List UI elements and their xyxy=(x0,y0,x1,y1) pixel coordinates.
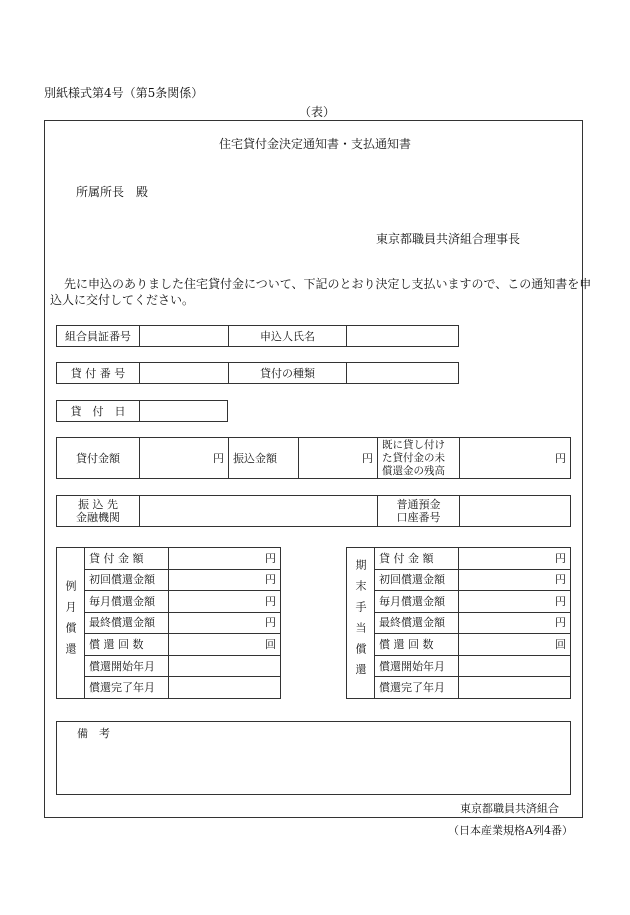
bonus-side-label: 期末手当償還 xyxy=(347,548,375,699)
body-line-1: 先に申込のありました住宅貸付金について、下記のとおり決定し支払いますので、この通知書を申 xyxy=(64,277,592,291)
loan-number-label: 貸 付 番 号 xyxy=(57,363,140,384)
monthly-row-field[interactable]: 円 xyxy=(169,591,281,613)
loan-date-label: 貸 付 日 xyxy=(57,401,140,422)
member-row xyxy=(56,325,459,347)
monthly-row-label: 毎月償還金額 xyxy=(85,591,169,613)
account-label xyxy=(378,496,460,527)
bonus-row-label: 償還完了年月 xyxy=(375,677,459,699)
loan-type-label: 貸付の種類 xyxy=(229,363,347,384)
bonus-row-field[interactable]: 円 xyxy=(459,591,571,613)
bonus-row-label: 最終償還金額 xyxy=(375,612,459,634)
applicant-name-label: 申込人氏名 xyxy=(229,326,347,347)
loan-type-field[interactable] xyxy=(347,363,459,384)
existing-balance-field[interactable] xyxy=(460,438,571,479)
existing-balance-label: 既に貸し付けた貸付金の未償還金の残高 xyxy=(378,438,460,479)
loan-amount-field[interactable] xyxy=(140,438,229,479)
loan-number-field[interactable] xyxy=(140,363,229,384)
footer-standard: （日本産業規格A列4番） xyxy=(448,824,573,837)
yen-unit: 円 xyxy=(555,451,566,465)
monthly-row-field[interactable] xyxy=(169,677,281,699)
remarks-label: 備 考 xyxy=(77,727,110,740)
bonus-row-field[interactable]: 円 xyxy=(459,612,571,634)
bonus-row-field[interactable] xyxy=(459,655,571,677)
bonus-row-label: 償 還 回 数 xyxy=(375,634,459,656)
remarks-field[interactable] xyxy=(56,721,571,795)
bonus-row-label: 初回償還金額 xyxy=(375,569,459,591)
transfer-amount-field[interactable] xyxy=(299,438,378,479)
bonus-row-field[interactable]: 円 xyxy=(459,569,571,591)
bank-label-line-1: 振 込 先 xyxy=(78,498,118,511)
loan-date-field[interactable] xyxy=(140,401,228,422)
monthly-row-field[interactable]: 回 xyxy=(169,634,281,656)
monthly-repayment-table xyxy=(56,547,281,699)
member-number-field[interactable] xyxy=(140,326,229,347)
amounts-row xyxy=(56,437,571,479)
applicant-name-field[interactable] xyxy=(347,326,459,347)
body-line-2: 込人に交付してください。 xyxy=(50,293,195,307)
monthly-row-label: 償還完了年月 xyxy=(85,677,169,699)
loan-number-row xyxy=(56,362,459,384)
page-side-label: （表） xyxy=(299,105,336,119)
monthly-row-label: 貸 付 金 額 xyxy=(85,548,169,570)
bonus-row-label: 毎月償還金額 xyxy=(375,591,459,613)
member-number-label: 組合員証番号 xyxy=(57,326,140,347)
account-number-field[interactable] xyxy=(460,496,571,527)
form-number: 別紙様式第4号（第5条関係） xyxy=(44,86,204,100)
monthly-row-field[interactable]: 円 xyxy=(169,569,281,591)
yen-unit: 円 xyxy=(362,451,373,465)
monthly-row-label: 初回償還金額 xyxy=(85,569,169,591)
bonus-row-label: 貸 付 金 額 xyxy=(375,548,459,570)
bank-field[interactable] xyxy=(140,496,378,527)
bonus-repayment-table xyxy=(346,547,571,699)
loan-amount-label: 貸付金額 xyxy=(57,438,140,479)
monthly-row-field[interactable]: 円 xyxy=(169,612,281,634)
account-label-line-2: 口座番号 xyxy=(396,511,441,524)
monthly-row-field[interactable]: 円 xyxy=(169,548,281,570)
footer-organization: 東京都職員共済組合 xyxy=(460,802,559,815)
yen-unit: 円 xyxy=(213,451,224,465)
issuer: 東京都職員共済組合理事長 xyxy=(376,232,521,246)
monthly-row-field[interactable] xyxy=(169,655,281,677)
monthly-row-label: 償 還 回 数 xyxy=(85,634,169,656)
loan-date-row xyxy=(56,400,228,422)
form-title: 住宅貸付金決定通知書・支払通知書 xyxy=(218,137,411,151)
addressee: 所属所長 殿 xyxy=(76,185,149,199)
bonus-row-label: 償還開始年月 xyxy=(375,655,459,677)
monthly-row-label: 償還開始年月 xyxy=(85,655,169,677)
bonus-row-field[interactable] xyxy=(459,677,571,699)
bonus-row-field[interactable]: 回 xyxy=(459,634,571,656)
account-label-line-1: 普通預金 xyxy=(396,498,441,511)
monthly-side-label: 例月償還 xyxy=(57,548,85,699)
bank-row xyxy=(56,495,571,527)
monthly-row-label: 最終償還金額 xyxy=(85,612,169,634)
transfer-amount-label: 振込金額 xyxy=(229,438,299,479)
bank-label xyxy=(57,496,140,527)
bank-label-line-2: 金融機関 xyxy=(76,511,120,524)
bonus-row-field[interactable]: 円 xyxy=(459,548,571,570)
